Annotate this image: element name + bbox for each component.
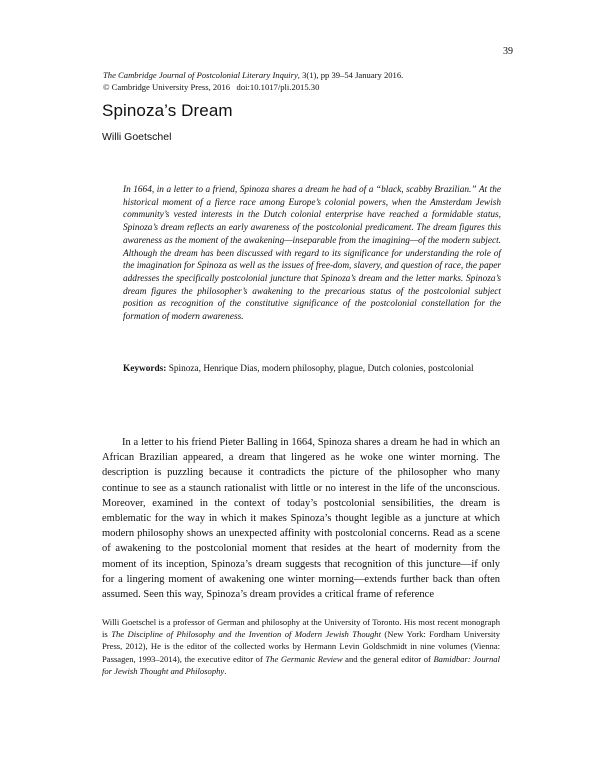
journal-copyright-line — [103, 81, 523, 93]
journal-name: The Cambridge Journal of Postcolonial Literary Inquiry — [103, 70, 298, 80]
author-name: Willi Goetschel — [102, 131, 172, 143]
author-bio-footnote — [102, 616, 500, 677]
keywords-label: Keywords: — [123, 364, 167, 374]
journal-citation: , 3(1), pp 39–54 January 2016. — [297, 70, 404, 80]
bio-journal-title-2: Bamidbar: Journal for Jewish Thought and Philosophy — [102, 653, 500, 676]
abstract: In 1664, in a letter to a friend, Spinoza shares a dream he had of a “black, scabby Brazilian.” At the historical moment of a fierce race among Europe’s colonial powers, when the Amsterdam Jewish community’s vested interests in the Dutch colonial enterprise have reached a formidable status, Spinoza’s dream reflects an early awareness of the postcolonial predicament. The dream figures this awareness as the moment of the awakening—inseparable from the imagining—of the modern subject. Although the dream has been discussed with regard to its significance for understanding the role of the imagination for Spinoza as well as the issues of free-dom, slavery, and question of race, the paper addresses the specifically postcolonial juncture that Spinoza’s dream and the letter marks. Spinoza’s dream figures the philosopher’s awakening to the precarious status of the postcolonial subject position as recognition of the constitutive significance of the postcolonial constellation for the formation of modern awareness. — [123, 185, 501, 323]
doi: doi:10.1017/pli.2015.30 — [236, 82, 320, 92]
bio-intro: Willi Goetschel is a professor of German and philosophy at the University of Toronto. His most recent monograph is — [102, 617, 500, 640]
bio-end: . — [224, 665, 227, 676]
page-number: 39 — [503, 46, 513, 57]
keywords — [123, 363, 501, 376]
copyright: © Cambridge University Press, 2016 — [103, 82, 231, 92]
keywords-text: Spinoza, Henrique Dias, modern philosophy, plague, Dutch colonies, postcolonial — [166, 364, 474, 374]
bio-mid2: and the general editor of — [342, 653, 434, 664]
bio-book-title: The Discipline of Philosophy and the Invention of Modern Jewish Thought — [111, 629, 381, 640]
journal-citation-line — [103, 69, 523, 81]
journal-header — [103, 69, 523, 93]
body-paragraph: In a letter to his friend Pieter Balling in 1664, Spinoza shares a dream he had in which an African Brazilian appeared, a dream that lingered as he woke one winter morning. The description is puzzling because it contradicts the picture of the philosopher who many continue to see as a staunch rationalist with little or no interest in the life of the unconscious. Moreover, examined in the context of today’s postcolonial sensibilities, the dream is emblematic for the way in which it makes Spinoza’s thought legible as a juncture at which modern philosophy shows an unexpected affinity with postcolonial concerns. Read as a scene of awakening to the postcolonial moment that resides at the heart of modernity from the moment of its inception, Spinoza’s dream suggests that recognition of this juncture—if only for a lingering moment of awakening one winter morning—extends further back than often assumed. Seen this way, Spinoza’s dream provides a critical frame of reference — [102, 437, 500, 601]
article-title: Spinoza’s Dream — [102, 101, 233, 120]
bio-journal-title-1: The Germanic Review — [265, 653, 343, 664]
bio-mid1: (New York: Fordham University Press, 2012), He is the editor of the collected works by Hermann Levin Goldschmidt in nine volumes (Vienna: Passagen, 1993–2014), the executive editor of — [102, 629, 500, 664]
